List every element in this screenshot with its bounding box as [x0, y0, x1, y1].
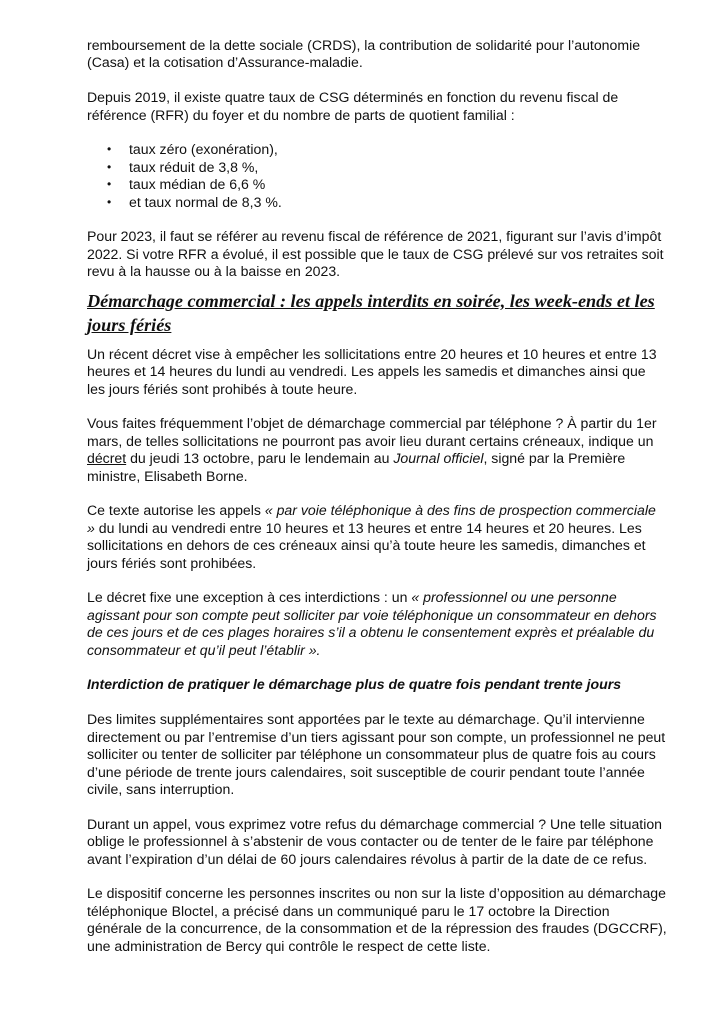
quote-text: « professionnel ou une personne agissant pour son compte peut solliciter par voie téléphonique un consommateur en dehors de ces jours et de ces plages horaires s’il a obtenu le consentement exprès et préalable du consommateur et qu’il peut l’établir ».: [87, 589, 657, 658]
paragraph-bloctel: Le dispositif concerne les personnes inscrites ou non sur la liste d’opposition au démarchage téléphonique Bloctel, a précisé dans un communiqué paru le 17 octobre la Direction générale de la concurrence, de la consommation et de la répression des fraudes (DGCCRF), une administration de Bercy qui contrôle le respect de cette liste.: [87, 885, 667, 954]
paragraph-csg-rates-intro: Depuis 2019, il existe quatre taux de CSG déterminés en fonction du revenu fiscal de référence (RFR) du foyer et du nombre de parts de quotient familial :: [87, 89, 619, 123]
paragraph-refusal: Durant un appel, vous exprimez votre refus du démarchage commercial ? Une telle situation oblige le professionnel à s’abstenir de vous contacter ou de tenter de le faire par téléphone avant l’expiration d’un délai de 60 jours calendaires révolus à partir de la date de ce refus.: [87, 815, 663, 867]
subheading: Interdiction de pratiquer le démarchage plus de quatre fois pendant trente jours: [87, 676, 622, 693]
paragraph-decree-details: [87, 415, 667, 485]
quote-text: « par voie téléphonique à des fins de prospection commerciale »: [87, 502, 656, 536]
paragraph-allowed-calls: [87, 502, 667, 572]
paragraph-decree-summary: Un récent décret vise à empêcher les sollicitations entre 20 heures et 10 heures et entre 13 heures et 14 heures du lundi au vendredi. Les appels les samedis et dimanches ainsi que les jours fériés sont prohibés à toute heure.: [87, 345, 657, 397]
document-body: [87, 37, 667, 955]
paragraph-2023-rfr: Pour 2023, il faut se référer au revenu fiscal de référence de 2021, figurant sur l’avis d’impôt 2022. Si votre RFR a évolué, il est possible que le taux de CSG prélevé sur vos retraites soit revu à la hausse ou à la baisse en 2023.: [87, 228, 664, 280]
text-run: Vous faites fréquemment l’objet de démarchage commercial par téléphone ? À partir du 1er mars, de telles sollicitations ne pourront pas avoir lieu durant certains créneaux, indique un: [87, 415, 657, 449]
list-item-text: taux médian de 6,6 %: [129, 176, 266, 193]
decret-link[interactable]: décret: [87, 450, 127, 467]
text-run: Ce texte autorise les appels: [87, 502, 265, 519]
list-item: [87, 159, 667, 176]
bullet-icon: •: [107, 159, 112, 174]
list-item: [87, 141, 667, 158]
text-run: du jeudi 13 octobre, paru le lendemain au: [126, 450, 394, 467]
list-item-text: taux zéro (exonération),: [129, 141, 278, 158]
text-run: Le décret fixe une exception à ces interdictions : un: [87, 589, 412, 606]
list-item: [87, 176, 667, 193]
journal-officiel-text: Journal officiel: [393, 450, 484, 467]
text-run: du lundi au vendredi entre 10 heures et 13 heures et entre 14 heures et 20 heures. Les sollicitations en dehors de ces créneaux ainsi qu’à toute heure les samedis, dimanches et jours fériés sont prohibées.: [87, 519, 646, 571]
csg-rates-list: [87, 141, 667, 211]
paragraph-exception: [87, 589, 667, 659]
list-item-text: taux réduit de 3,8 %,: [129, 158, 259, 175]
bullet-icon: •: [107, 142, 112, 157]
text-run: , signé par la Première ministre, Elisabeth Borne.: [87, 450, 626, 484]
bullet-icon: •: [107, 194, 112, 209]
list-item: [87, 194, 667, 211]
list-item-text: et taux normal de 8,3 %.: [129, 193, 282, 210]
paragraph-limits: Des limites supplémentaires sont apportées par le texte au démarchage. Qu’il intervienne directement ou par l’entremise d’un tiers agissant pour son compte, un professionnel ne peut solliciter ou tenter de solliciter par téléphone un consommateur plus de quatre fois au cours d’une période de trente jours calendaires, soit susceptible de courir pendant toute l’année civile, sans interruption.: [87, 711, 666, 797]
paragraph-csg-contributions: remboursement de la dette sociale (CRDS), la contribution de solidarité pour l’autonomie (Casa) et la cotisation d’Assurance-maladie.: [87, 37, 641, 71]
bullet-icon: •: [107, 177, 112, 192]
section-heading: Démarchage commercial : les appels interdits en soirée, les week-ends et les jours fériés: [87, 290, 655, 336]
